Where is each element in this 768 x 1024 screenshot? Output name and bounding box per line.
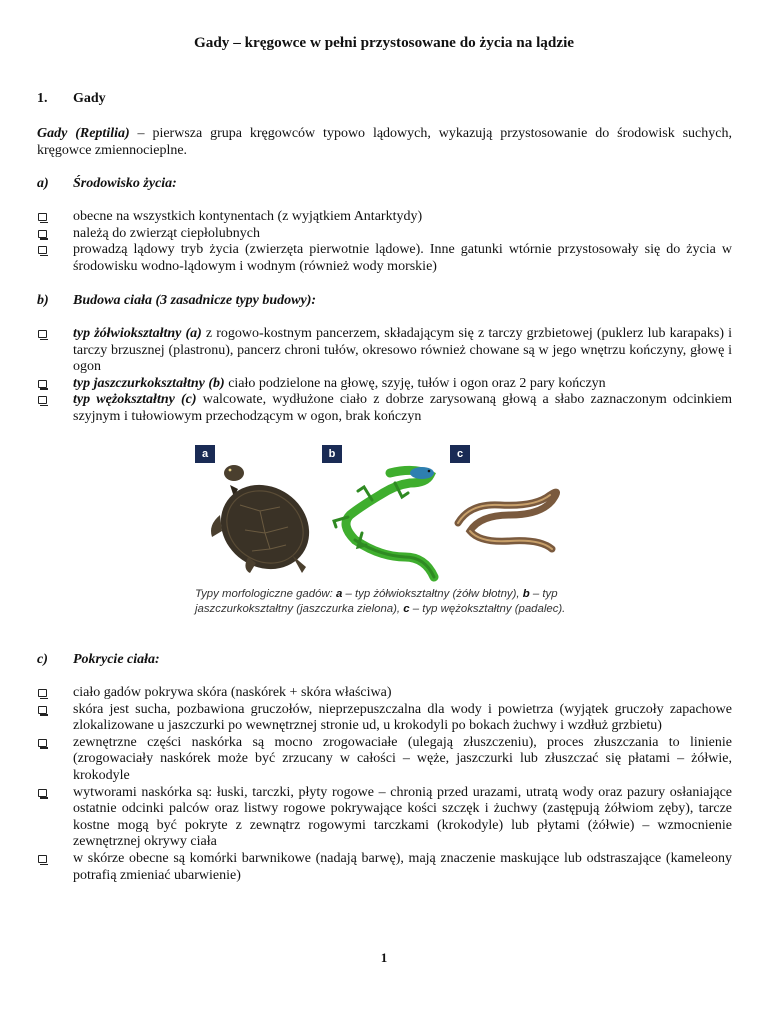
environment-list: [37, 209, 732, 275]
caption-key: b: [522, 588, 530, 600]
figure-tag-b: b: [322, 445, 342, 463]
list-item-text: w skórze obecne są komórki barwnikowe (nadają barwę), mają znaczenie maskujące lub odstraszające (kameleony potrafią zmieniać ubarwienie): [73, 850, 732, 883]
list-item: [37, 851, 732, 884]
list-item-text: ciało gadów pokrywa skóra (naskórek + skóra właściwa): [73, 685, 392, 700]
checkbox-bullet-icon: [38, 855, 47, 863]
figure-illustrations: [190, 445, 575, 585]
body-type-text: ciało podzielone na głowę, szyję, tułów i ogon oraz 2 pary kończyn: [224, 375, 606, 391]
reptile-figure: [190, 445, 575, 640]
list-item-text: zewnętrzne części naskórka są mocno zrogowaciałe (ulegają złuszczeniu), proces złuszczania to linienie (zrogowaciały naskórek może być zrzucany w całości – węże, jaszczurki lub złuszczać się płatami – żółwie, krokodyle: [73, 734, 732, 783]
checkbox-bullet-icon: [38, 706, 47, 714]
subsection-title: Pokrycie ciała:: [73, 652, 160, 667]
lizard-illustration: [334, 467, 434, 577]
subsection-a-heading: [37, 176, 177, 192]
subsection-title: Środowisko życia:: [73, 176, 177, 191]
caption-text: – typ żółwiokształtny (żółw błotny),: [342, 588, 523, 600]
subsection-label: a): [37, 176, 49, 191]
list-item: [37, 226, 732, 243]
page-number: 1: [380, 950, 388, 965]
caption-text: – typ jaszczurkokształtny (jaszczurka zielona),: [195, 588, 558, 615]
list-item: [37, 392, 732, 425]
checkbox-bullet-icon: [38, 246, 47, 254]
body-type-text: z rogowo-kostnym pancerzem, składającym się z tarczy grzbietowej (puklerz lub karapaks) i tarczy brzusznej (plastronu), pancerz chroni tułów, okresowo również chowane są w jego wnętrzu kończyny, głowę i ogon: [73, 326, 732, 375]
list-item: [37, 326, 732, 376]
section-number: 1.: [37, 91, 48, 106]
checkbox-bullet-icon: [38, 213, 47, 221]
body-type-term: typ żółwiokształtny (a): [73, 326, 202, 341]
figure-caption: [195, 587, 575, 616]
list-item-text: należą do zwierząt ciepłolubnych: [73, 225, 260, 241]
checkbox-bullet-icon: [38, 396, 47, 404]
intro-text: – pierwsza grupa kręgowców typowo lądowych, wykazują przystosowanie do środowisk suchych, kręgowce zmiennocieplne.: [37, 126, 732, 158]
body-type-text: walcowate, wydłużone ciało z dobrze zarysowaną głową a słabo zaznaczonym odcinkiem szyjnym i tułowiowym przechodzącym w ogon, brak kończyn: [73, 392, 732, 424]
checkbox-bullet-icon: [38, 230, 47, 238]
list-item: [37, 702, 732, 735]
figure-tag-c: c: [450, 445, 470, 463]
subsection-title: Budowa ciała (3 zasadnicze typy budowy):: [73, 293, 317, 308]
subsection-label: c): [37, 652, 48, 667]
list-item: [37, 242, 732, 275]
subsection-b-heading: [37, 293, 316, 309]
body-cover-list: [37, 685, 732, 884]
checkbox-bullet-icon: [38, 789, 47, 797]
checkbox-bullet-icon: [38, 689, 47, 697]
list-item-text: wytworami naskórka są: łuski, tarczki, płyty rogowe – chronią przed urazami, utratą wody oraz pazury osłaniające ostatnie odcinki palców oraz listwy rogowe pokrywające kości szczęk i żuchwy (zastępują żółwiom zęby), tarcze kostne mogą być pokryte z zewnątrz rogowymi tarczkami (krokodyle) lub płytami (żółwie) – wzmocnienie zewnętrznej okrywy ciała: [73, 784, 732, 850]
snake-illustration: [458, 492, 557, 549]
caption-text: – typ wężokształtny (padalec).: [409, 602, 566, 615]
section-title: Gady: [73, 91, 106, 106]
intro-paragraph: [37, 125, 732, 159]
body-type-term: typ jaszczurkokształtny (b): [73, 375, 225, 391]
body-type-term: typ wężokształtny (c): [73, 392, 197, 408]
list-item-text: skóra jest sucha, pozbawiona gruczołów, nieprzepuszczalna dla wody i powietrza (wyjątek gruczoły zapachowe zlokalizowane u jaszczurki po wewnętrznej stronie ud, u krokodyli po bokach żuchwy i wzdłuż grzbietu): [73, 701, 732, 734]
intro-term: Gady (Reptilia): [37, 126, 130, 141]
caption-lead: Typy morfologiczne gadów:: [195, 588, 336, 600]
list-item-text: obecne na wszystkich kontynentach (z wyjątkiem Antarktydy): [73, 209, 423, 224]
list-item: [37, 685, 732, 702]
checkbox-bullet-icon: [38, 739, 47, 747]
turtle-illustration: [204, 465, 325, 585]
list-item: [37, 735, 732, 785]
document-title: Gady – kręgowce w pełni przystosowane do życia na lądzie: [193, 34, 575, 51]
checkbox-bullet-icon: [38, 330, 47, 338]
body-type-list: [37, 326, 732, 426]
checkbox-bullet-icon: [38, 380, 47, 388]
list-item: [37, 209, 732, 226]
subsection-label: b): [37, 293, 49, 308]
subsection-c-heading: [37, 652, 160, 668]
list-item: [37, 376, 732, 393]
caption-key: c: [403, 602, 410, 615]
section-heading: [37, 91, 106, 107]
list-item: [37, 785, 732, 851]
caption-key: a: [335, 588, 343, 600]
figure-tag-a: a: [195, 445, 215, 463]
list-item-text: prowadzą lądowy tryb życia (zwierzęta pierwotnie lądowe). Inne gatunki wtórnie przystosowały się do życia w środowisku wodno-lądowym i wodnym (również wody morskie): [73, 242, 732, 274]
